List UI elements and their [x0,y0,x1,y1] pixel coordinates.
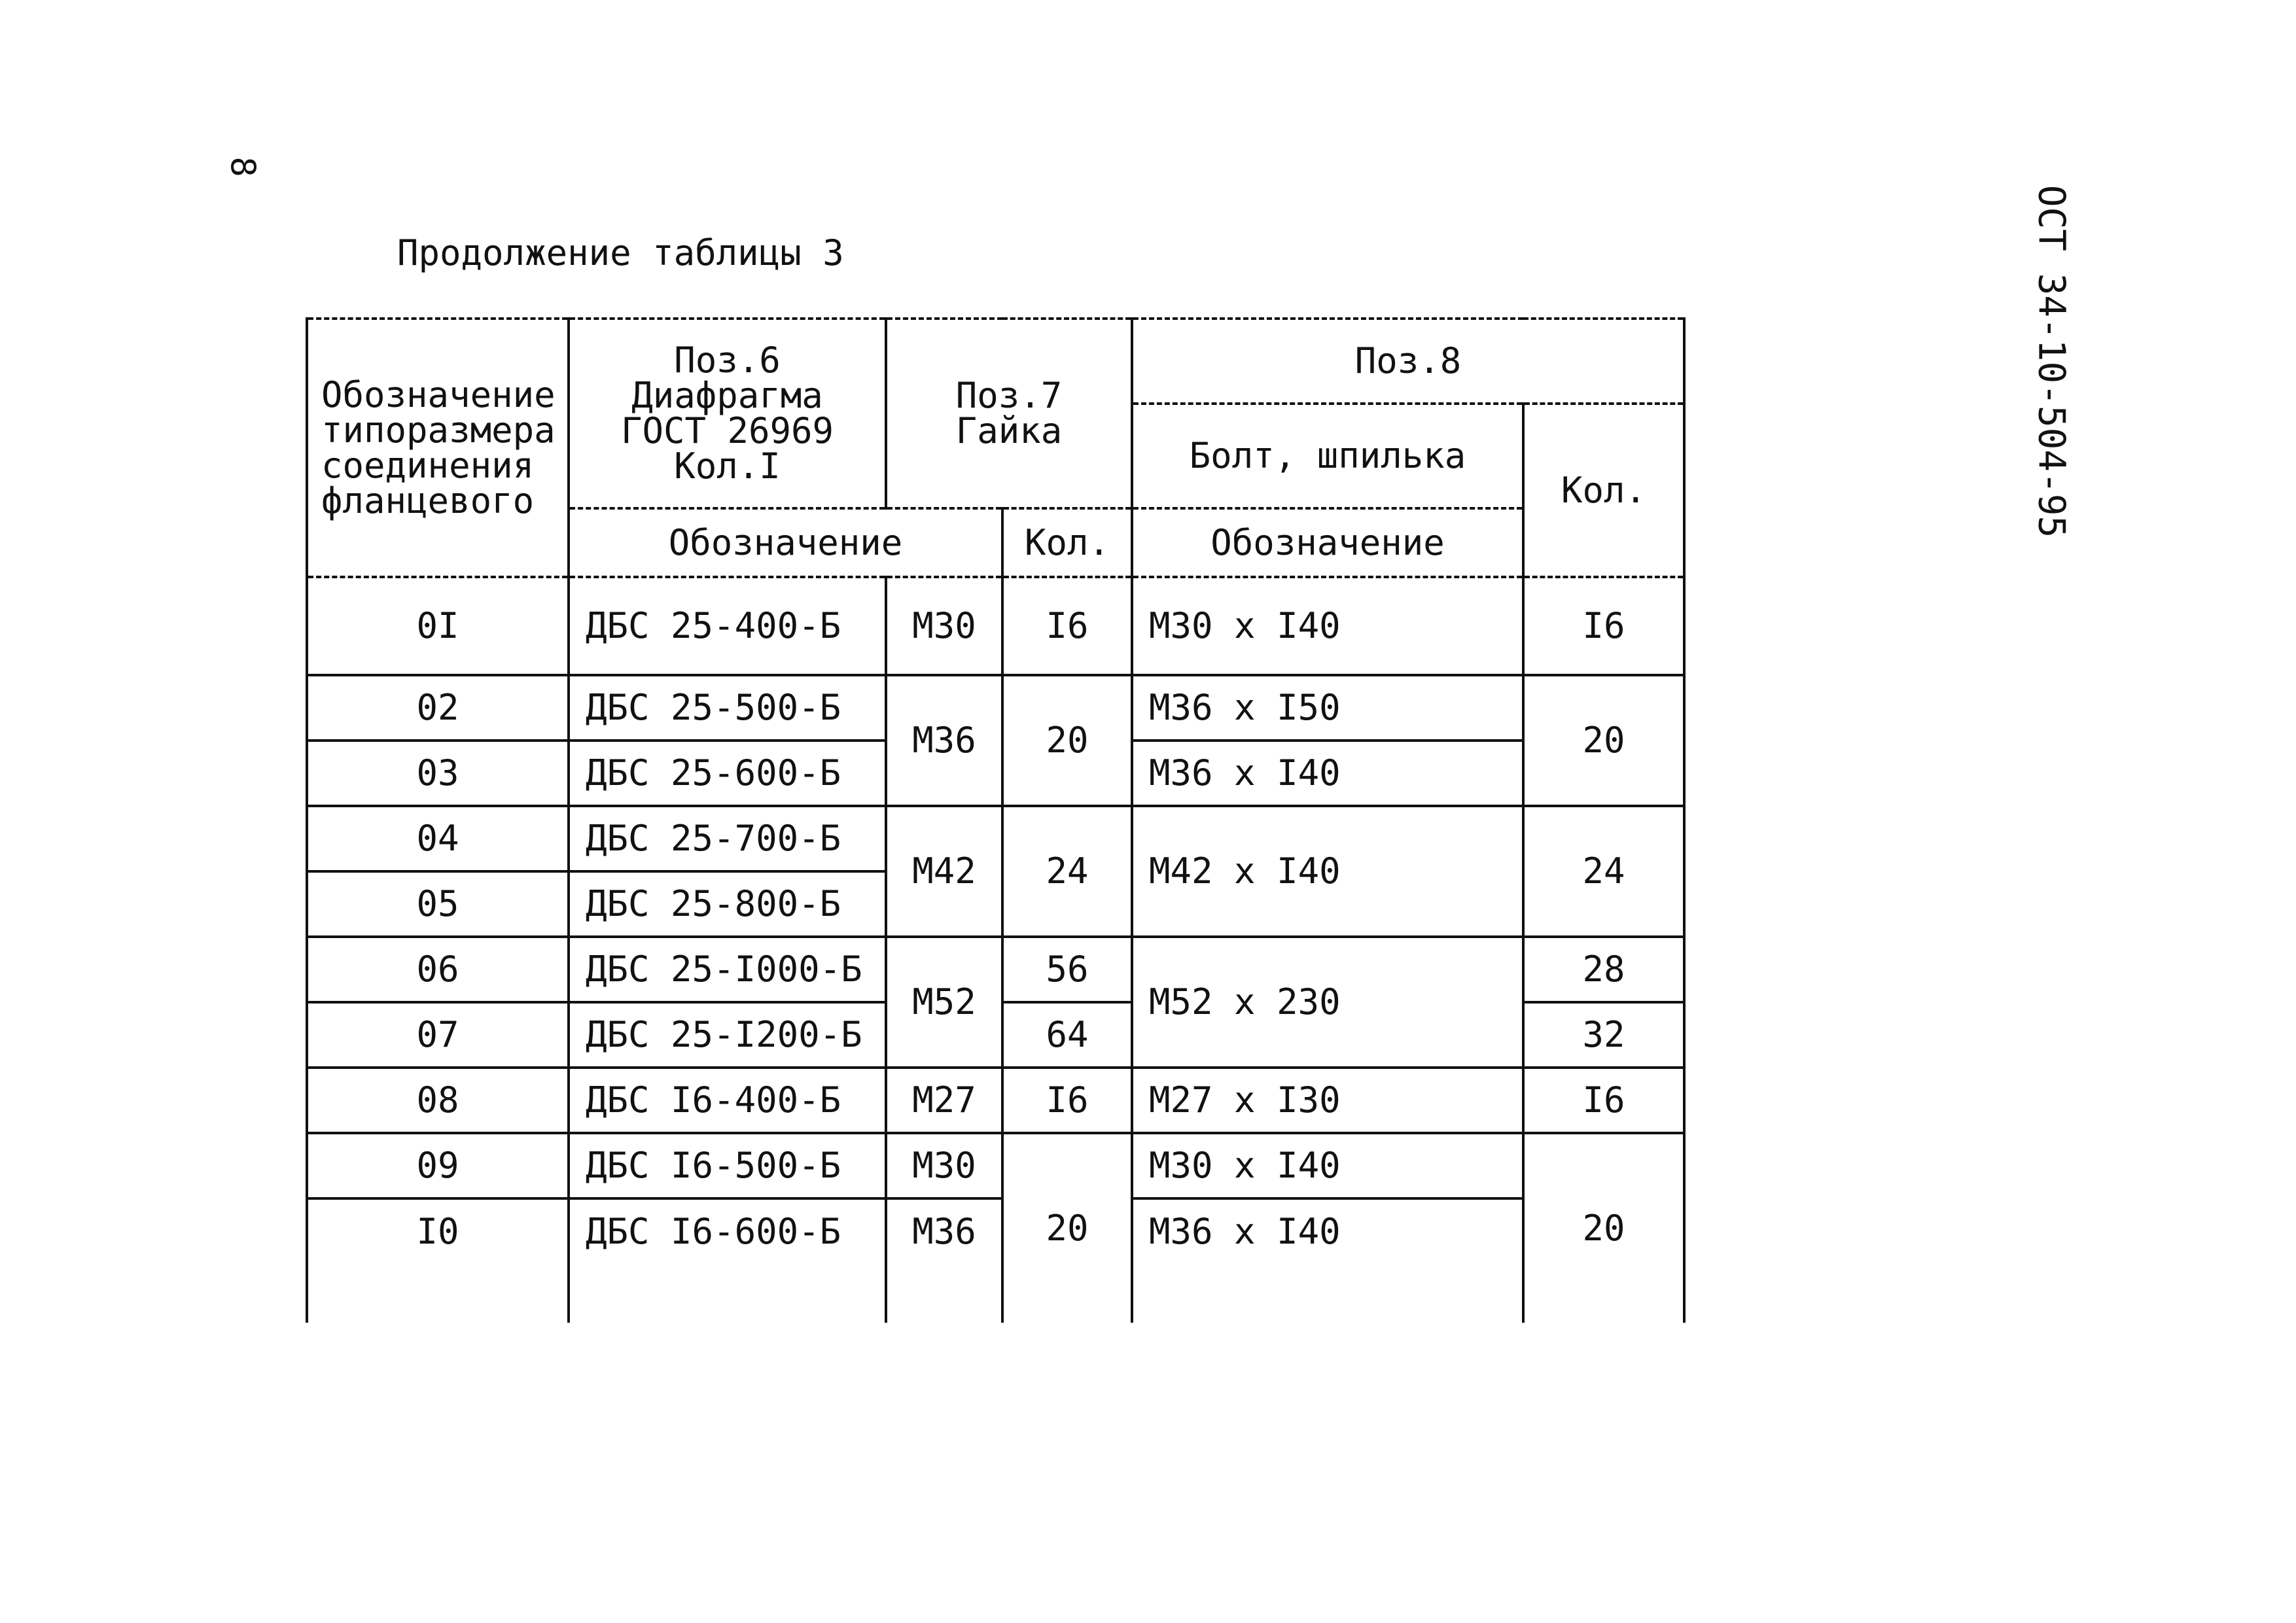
size-cell: 0I [307,577,569,675]
nut-qty-cell: 56 [1002,937,1132,1002]
nut-cell: М30 [886,577,1002,675]
size-cell: I0 [307,1198,569,1264]
diaphragm-cell: ДБС I6-500-Б [569,1133,886,1198]
bolt-cell: М52 х 230 [1132,937,1523,1068]
nut-cell: М52 [886,937,1002,1068]
header-size-designation [307,319,569,577]
bolt-cell: М30 х I40 [1132,1133,1523,1198]
tail-cell [307,1264,569,1323]
table-row [307,577,1684,675]
bolt-cell: М30 х I40 [1132,577,1523,675]
nut-qty-cell: 64 [1002,1002,1132,1068]
nut-cell: М42 [886,806,1002,937]
table-row [307,675,1684,741]
header-designation-8: Обозначение [1132,508,1523,577]
bolt-cell: М36 х I50 [1132,675,1523,741]
header-designation-6-7: Обозначение [569,508,1002,577]
size-cell: 02 [307,675,569,741]
header-col1-line-1: Обозначение [321,374,556,415]
nut-cell: М27 [886,1068,1002,1133]
header-row-1 [307,319,1684,404]
nut-cell: М36 [886,675,1002,806]
header-pos6-line-2: Диафрагма [631,375,823,416]
header-pos6-line-1: Поз.6 [674,340,781,381]
bolt-qty-cell: 20 [1523,675,1684,806]
tail-cell [1132,1264,1523,1323]
table-row [307,1198,1684,1264]
bolt-cell: М27 х I30 [1132,1068,1523,1133]
nut-cell: М30 [886,1133,1002,1198]
nut-qty-cell: 20 [1002,1133,1132,1323]
tail-cell [886,1264,1002,1323]
bolt-qty-cell: 28 [1523,937,1684,1002]
header-col1-line-4: фланцевого [321,480,535,521]
bolt-cell: М36 х I40 [1132,1198,1523,1264]
size-cell: 04 [307,806,569,871]
bolt-qty-cell: I6 [1523,577,1684,675]
header-pos8: Поз.8 [1132,319,1684,404]
diaphragm-cell: ДБС 25-I200-Б [569,1002,886,1068]
diaphragm-cell: ДБС 25-600-Б [569,741,886,806]
header-pos6 [569,319,886,508]
header-col1-line-3: соединения [321,444,535,486]
bolt-qty-cell: I6 [1523,1068,1684,1133]
bolt-qty-cell: 24 [1523,806,1684,937]
bolt-cell: М36 х I40 [1132,741,1523,806]
table-tail-row [307,1264,1684,1323]
table-row [307,937,1684,1002]
bolt-qty-cell: 20 [1523,1133,1684,1323]
bolt-cell: М42 х I40 [1132,806,1523,937]
bolt-qty-cell: 32 [1523,1002,1684,1068]
table-row [307,806,1684,871]
header-pos6-line-3: ГОСТ 26969 [620,410,834,451]
size-cell: 07 [307,1002,569,1068]
header-pos7-line-2: Гайка [955,410,1063,451]
table-caption: Продолжение таблицы 3 [397,232,844,273]
size-cell: 05 [307,871,569,937]
size-cell: 08 [307,1068,569,1133]
diaphragm-cell: ДБС 25-500-Б [569,675,886,741]
diaphragm-cell: ДБС I6-400-Б [569,1068,886,1133]
diaphragm-cell: ДБС I6-600-Б [569,1198,886,1264]
page-number: 8 [222,156,262,177]
diaphragm-cell: ДБС 25-700-Б [569,806,886,871]
header-nut-qty: Кол. [1002,508,1132,577]
nut-qty-cell: I6 [1002,1068,1132,1133]
size-cell: 09 [307,1133,569,1198]
size-cell: 03 [307,741,569,806]
header-bolt: Болт, шпилька [1132,404,1523,508]
header-col1-line-2: типоразмера [321,409,556,451]
table-row [307,1133,1684,1198]
diaphragm-cell: ДБС 25-I000-Б [569,937,886,1002]
header-pos7 [886,319,1132,508]
diaphragm-cell: ДБС 25-400-Б [569,577,886,675]
nut-qty-cell: 24 [1002,806,1132,937]
nut-qty-cell: 20 [1002,675,1132,806]
flange-spec-table [306,317,1686,1323]
size-cell: 06 [307,937,569,1002]
diaphragm-cell: ДБС 25-800-Б [569,871,886,937]
nut-cell: М36 [886,1198,1002,1264]
table-row [307,1068,1684,1133]
document-code: ОСТ 34-10-504-95 [2030,184,2073,538]
nut-qty-cell: I6 [1002,577,1132,675]
header-bolt-qty: Кол. [1523,404,1684,577]
header-pos7-line-1: Поз.7 [955,375,1063,416]
header-pos6-line-4: Кол.I [674,445,781,487]
tail-cell [569,1264,886,1323]
